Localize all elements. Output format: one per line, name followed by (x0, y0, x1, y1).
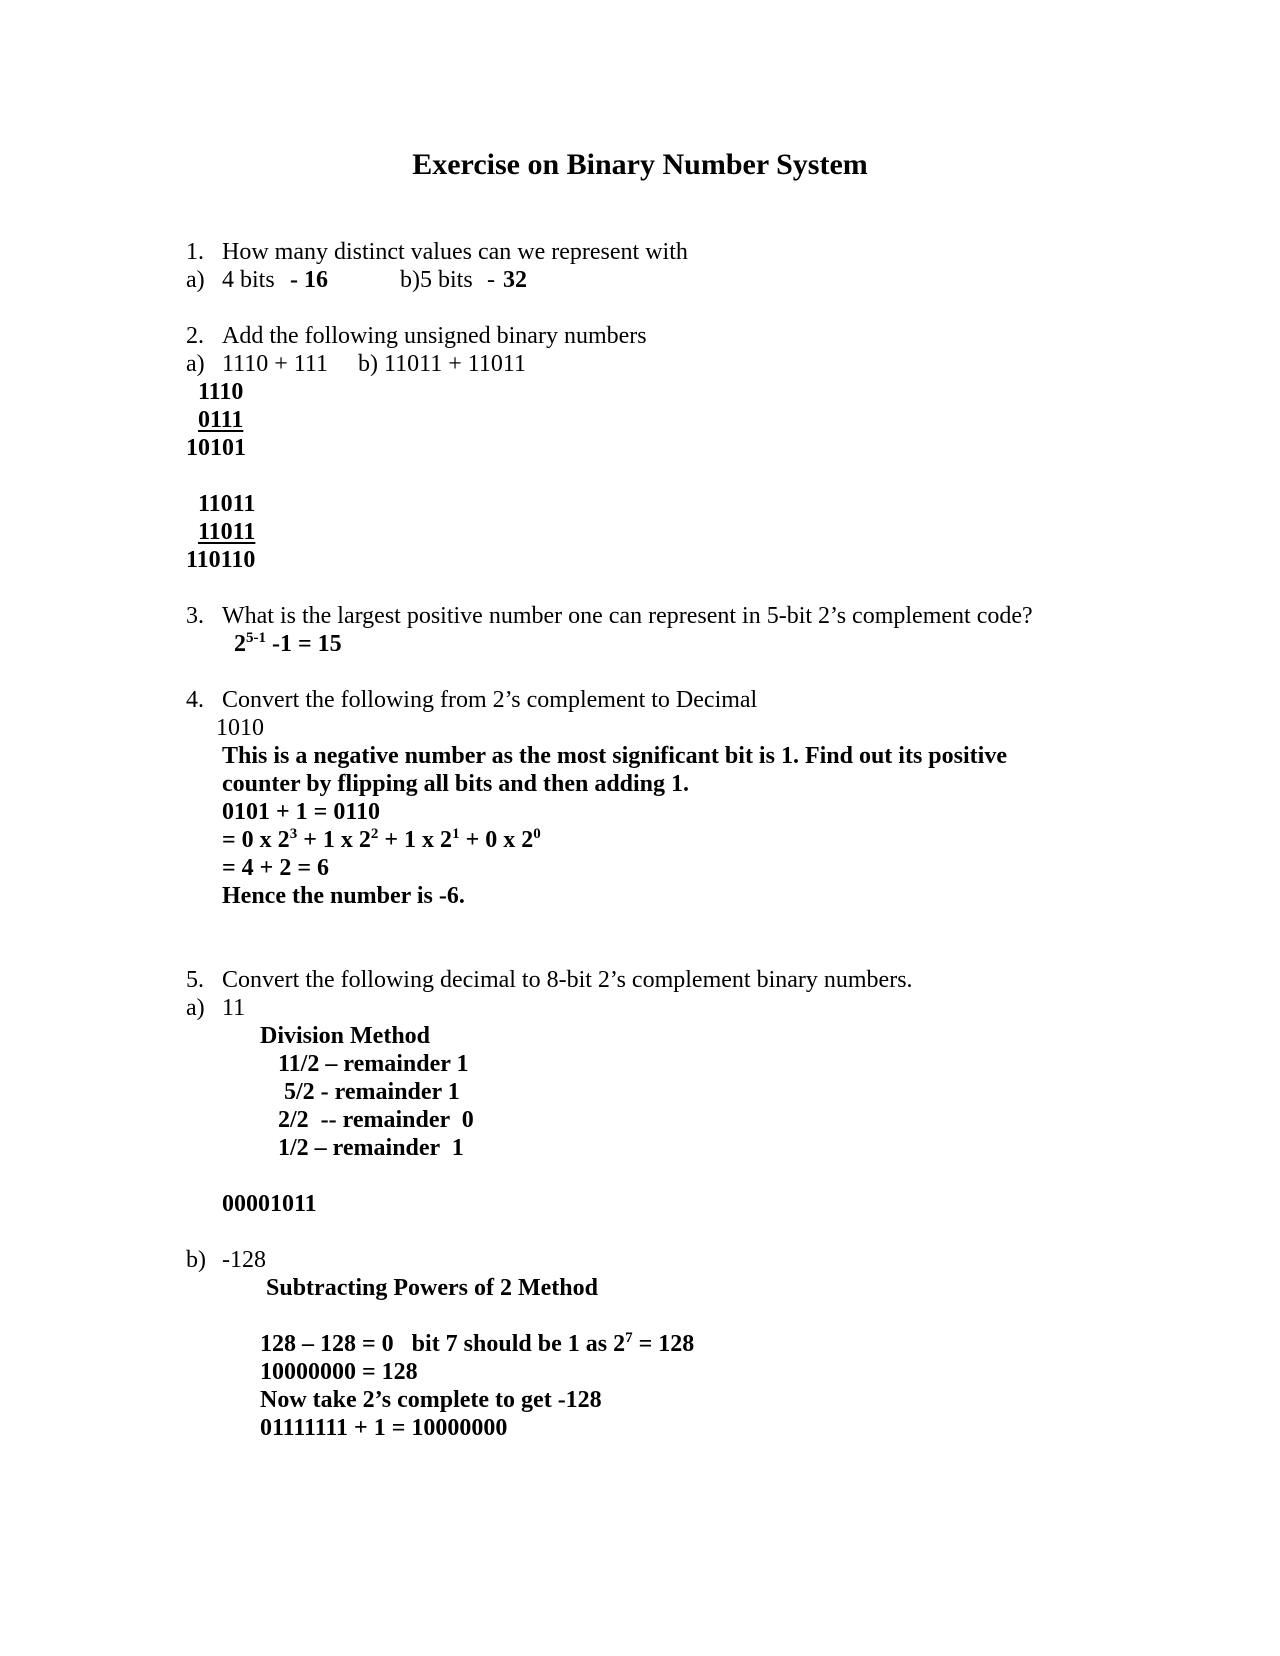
q5-b-label: b) (186, 1247, 206, 1273)
q5-b-value: -128 (222, 1247, 266, 1273)
q1-a-text: 4 bits (222, 267, 275, 293)
q1-b-text: b)5 bits (400, 267, 473, 293)
q4-conclusion: Hence the number is -6. (222, 883, 465, 909)
q3-number: 3. (186, 603, 204, 629)
q1-a-label: a) (186, 267, 205, 293)
q5-sub-step-1: 128 – 128 = 0 bit 7 should be 1 as $2^7 = 128$ (260, 1330, 695, 1357)
q3-text: What is the largest positive number one can represent in 5-bit 2’s complement code? (222, 603, 1033, 629)
q5-number: 5. (186, 967, 204, 993)
q2-text: Add the following unsigned binary numbers (222, 323, 647, 349)
q1-a-answer: - 16 (290, 267, 328, 293)
q5-result-a: 00001011 (222, 1191, 317, 1217)
q4-step-1: 0101 + 1 = 0110 (222, 799, 381, 825)
q5-a-value: 11 (222, 995, 246, 1021)
q5-division-4: 1/2 – remainder 1 (278, 1135, 464, 1161)
sum-a-result: 10101 (186, 435, 246, 461)
q2-number: 2. (186, 323, 204, 349)
sum-a-addend-2: 0111 (198, 407, 244, 433)
q2-b-text: b) 11011 + 11011 (358, 351, 526, 377)
q5-text: Convert the following decimal to 8-bit 2’s complement binary numbers. (222, 967, 913, 993)
q4-value: 1010 (216, 715, 264, 741)
q4-explanation-1: This is a negative number as the most significant bit is 1. Find out its positive (222, 743, 1007, 769)
q3-answer: 2$^{5-1}$ -1 = 15 (234, 630, 342, 657)
q5-method-b: Subtracting Powers of 2 Method (266, 1275, 598, 1301)
sum-b-addend-2: 11011 (198, 519, 256, 545)
q5-sub-step-2: 10000000 = 128 (260, 1359, 418, 1385)
q4-step-2: = 0 x $2^3 + 1$ x $2^2 + 1$ x $2^1 + 0$ x $2^0$ (222, 826, 541, 853)
q4-explanation-2: counter by flipping all bits and then adding 1. (222, 771, 690, 797)
q4-text: Convert the following from 2’s complement to Decimal (222, 687, 758, 713)
q4-number: 4. (186, 687, 204, 713)
q1-number: 1. (186, 239, 204, 265)
q1-b-dash: - (487, 267, 495, 293)
q5-division-3: 2/2 -- remainder 0 (278, 1107, 474, 1133)
q1-text: How many distinct values can we represent with (222, 239, 688, 265)
q2-a-label: a) (186, 351, 205, 377)
sum-a-addend-1: 1110 (198, 379, 244, 405)
sum-b-result: 110110 (186, 547, 256, 573)
page-title: Exercise on Binary Number System (412, 148, 868, 181)
q4-step-3: = 4 + 2 = 6 (222, 855, 330, 881)
q2-a-text: 1110 + 111 (222, 351, 328, 377)
q5-division-2: 5/2 - remainder 1 (284, 1079, 460, 1105)
q5-a-label: a) (186, 995, 205, 1021)
q1-b-answer: 32 (503, 267, 527, 293)
q5-method-a: Division Method (260, 1023, 431, 1049)
q5-division-1: 11/2 – remainder 1 (278, 1051, 469, 1077)
q5-sub-step-4: 01111111 + 1 = 10000000 (260, 1415, 508, 1441)
sum-b-addend-1: 11011 (198, 491, 256, 517)
q5-sub-step-3: Now take 2’s complete to get -128 (260, 1387, 602, 1413)
